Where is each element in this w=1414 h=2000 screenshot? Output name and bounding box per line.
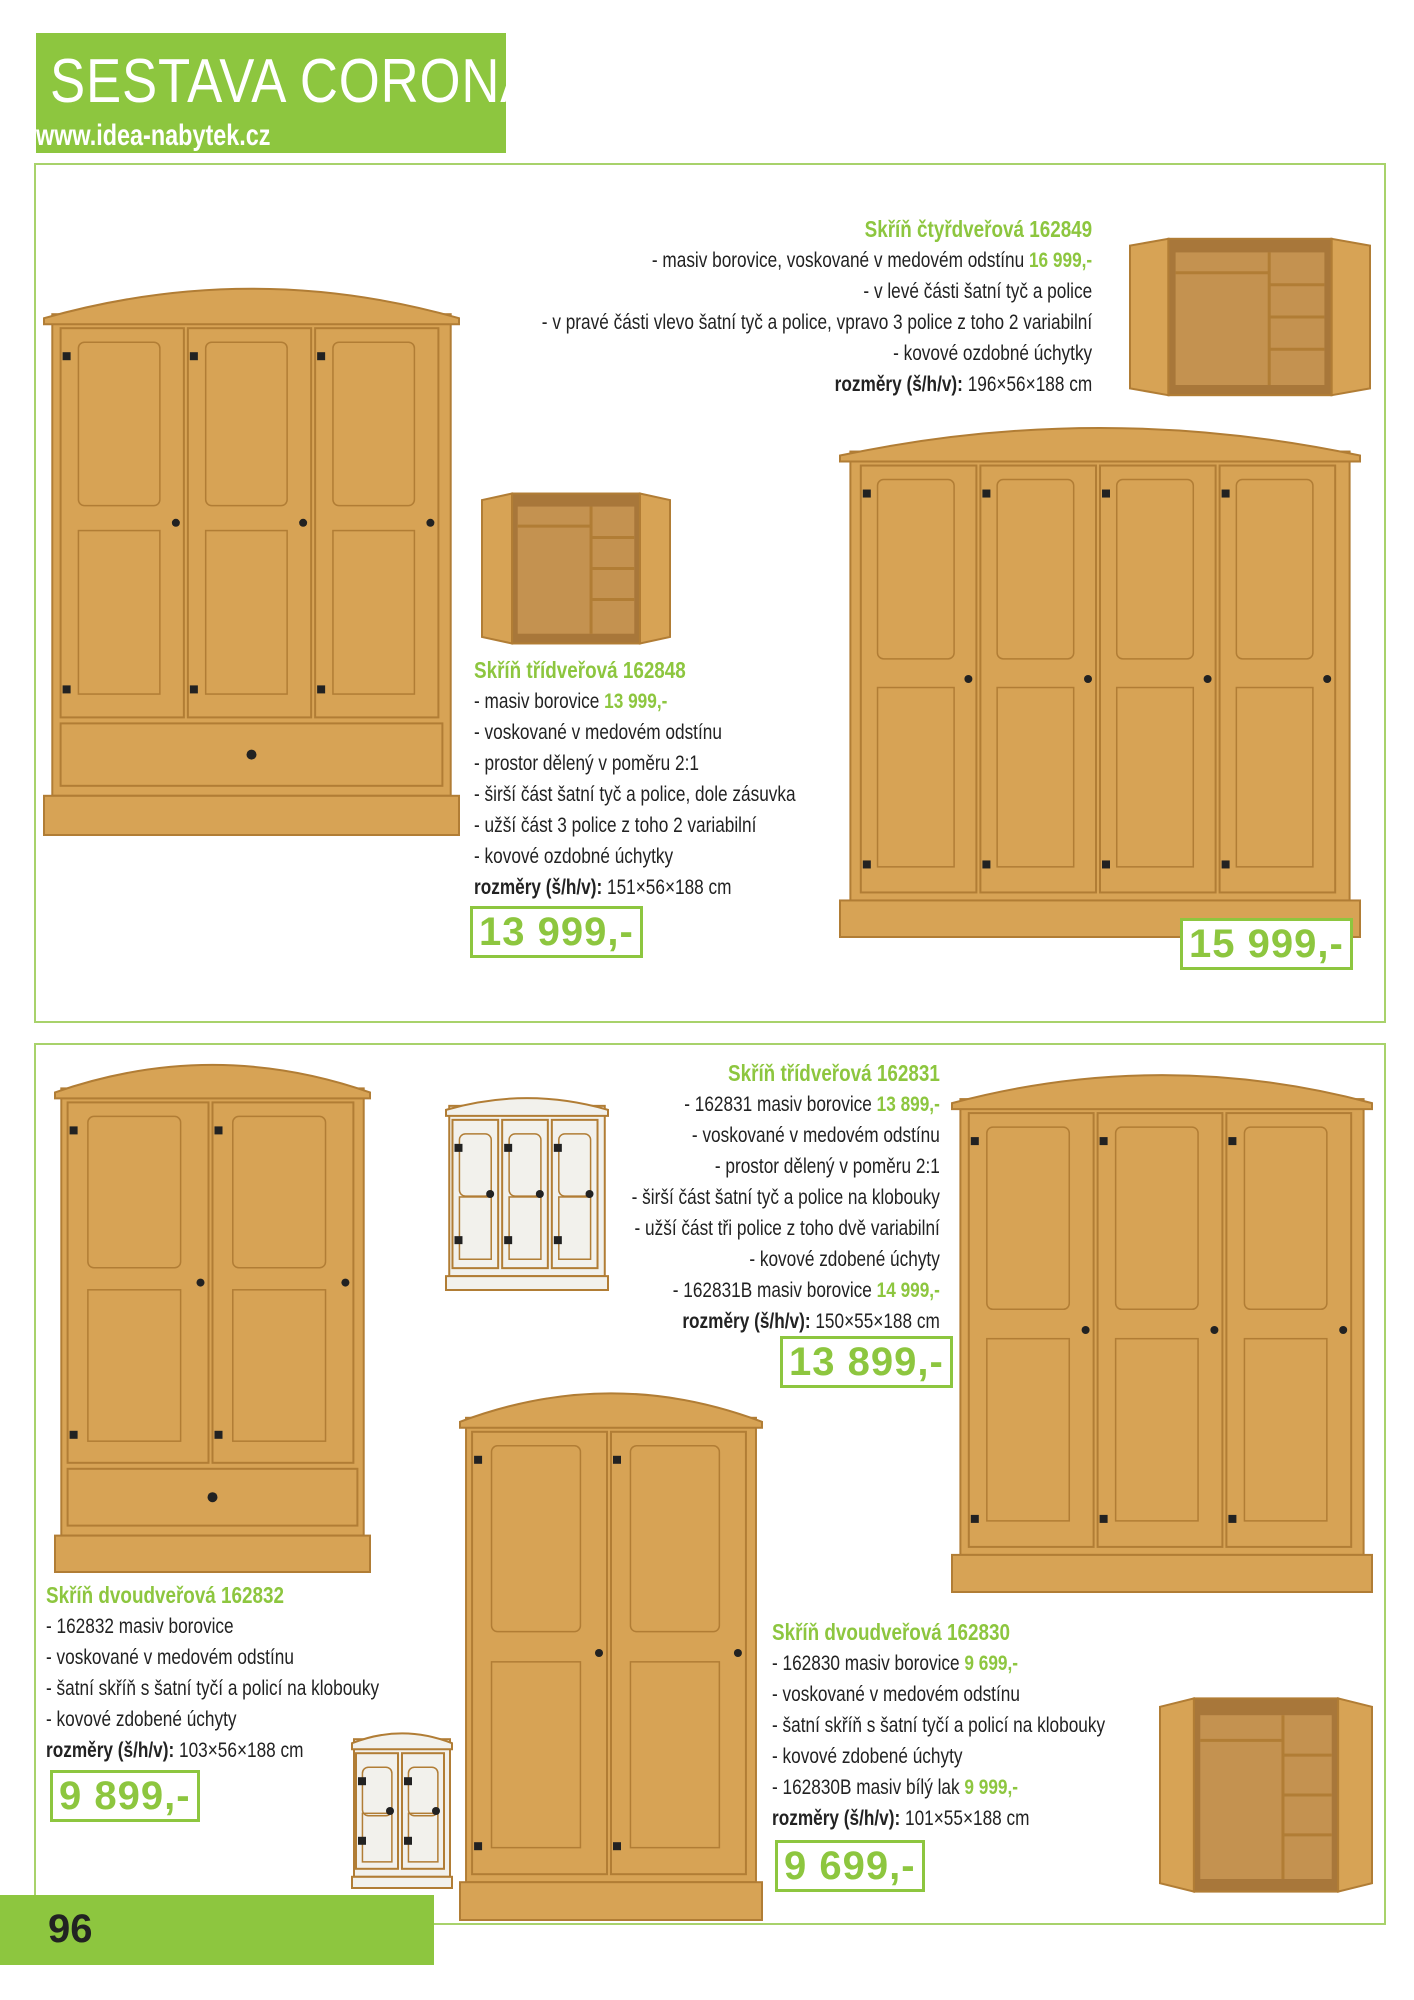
spec-line: - 162831B masiv borovice 14 999,- [672, 1279, 940, 1302]
dimensions: rozměry (š/h/v): 151×56×188 cm [474, 876, 732, 899]
dimensions: rozměry (š/h/v): 101×55×188 cm [772, 1807, 1030, 1830]
spec-line: - užší část 3 police z toho 2 variabilní [474, 814, 757, 837]
header-banner [36, 33, 537, 153]
spec-line: - kovové ozdobné úchytky [474, 845, 674, 868]
dimensions: rozměry (š/h/v): 150×55×188 cm [682, 1310, 940, 1333]
product-title: Skříň třídveřová 162848 [474, 657, 686, 683]
website-url[interactable]: www.idea-nabytek.cz [36, 119, 271, 152]
product-162832-info [46, 1580, 452, 1766]
spec-line: - voskované v medovém odstínu [772, 1683, 1020, 1706]
spec-line: - šatní skříň s šatní tyčí a policí na klobouky [772, 1714, 1106, 1737]
price-tag-162830: 9 699,- [775, 1840, 925, 1892]
product-162849-info [421, 214, 1092, 400]
spec-line: - voskované v medovém odstínu [46, 1646, 294, 1669]
product-title: Skříň dvoudveřová 162832 [46, 1582, 284, 1608]
spec-line: - kovové ozdobné úchytky [892, 342, 1092, 365]
spec-line: - šatní skříň s šatní tyčí a policí na klobouky [46, 1677, 380, 1700]
spec-line: - v pravé části vlevo šatní tyč a police, vpravo 3 police z toho 2 variabilní [541, 311, 1092, 334]
product-title: Skříň třídveřová 162831 [728, 1060, 940, 1086]
page-number: 96 [48, 1907, 93, 1951]
spec-line: - širší část šatní tyč a police, dole zásuvka [474, 783, 796, 806]
page-title: SESTAVA CORONA [50, 47, 537, 116]
spec-line: - 162830 masiv borovice 9 699,- [772, 1652, 1019, 1675]
spec-line: - kovové zdobené úchyty [46, 1708, 237, 1731]
product-162831-info [564, 1058, 940, 1337]
spec-line: - 162831 masiv borovice 13 899,- [684, 1093, 940, 1116]
spec-line: - 162830B masiv bílý lak 9 999,- [772, 1776, 1018, 1799]
price-tag-162848: 13 999,- [470, 906, 643, 958]
two-door-wardrobe-162830-image [460, 1380, 762, 1920]
spec-line: - voskované v medovém odstínu [474, 721, 722, 744]
three-door-wardrobe-162831-image [952, 1062, 1372, 1592]
four-door-wardrobe-162849-image [840, 415, 1360, 937]
spec-line: - voskované v medovém odstínu [692, 1124, 940, 1147]
spec-line: - prostor dělený v poměru 2:1 [474, 752, 699, 775]
dimensions: rozměry (š/h/v): 196×56×188 cm [834, 373, 1092, 396]
spec-line: - užší část tři police z toho dvě variabilní [634, 1217, 940, 1240]
spec-line: - v levé části šatní tyč a police [863, 280, 1092, 303]
page-number-bar [0, 1895, 434, 1965]
price-tag-162831: 13 899,- [780, 1336, 953, 1388]
spec-line: - širší část šatní tyč a police na klobouky [631, 1186, 940, 1209]
spec-line: - kovové zdobené úchyty [749, 1248, 940, 1271]
open-wardrobe-162830-image [1160, 1690, 1372, 1900]
two-door-wardrobe-162832-image [55, 1052, 370, 1572]
open-wardrobe-162849-image [1130, 232, 1370, 402]
product-title: Skříň čtyřdveřová 162849 [864, 216, 1092, 242]
product-162848-info [474, 655, 866, 903]
product-162830-info [772, 1617, 1178, 1834]
dimensions: rozměry (š/h/v): 103×56×188 cm [46, 1739, 304, 1762]
price-tag-162832: 9 899,- [50, 1770, 200, 1822]
three-door-wardrobe-162848-image [44, 275, 459, 835]
open-wardrobe-162848-image [482, 487, 670, 650]
spec-line: - 162832 masiv borovice [46, 1615, 234, 1638]
spec-line: - masiv borovice, voskované v medovém odstínu 16 999,- [651, 249, 1092, 272]
spec-line: - prostor dělený v poměru 2:1 [715, 1155, 940, 1178]
spec-line: - kovové zdobené úchyty [772, 1745, 963, 1768]
price-tag-162849: 15 999,- [1180, 918, 1353, 970]
spec-line: - masiv borovice 13 999,- [474, 690, 668, 713]
product-title: Skříň dvoudveřová 162830 [772, 1619, 1010, 1645]
